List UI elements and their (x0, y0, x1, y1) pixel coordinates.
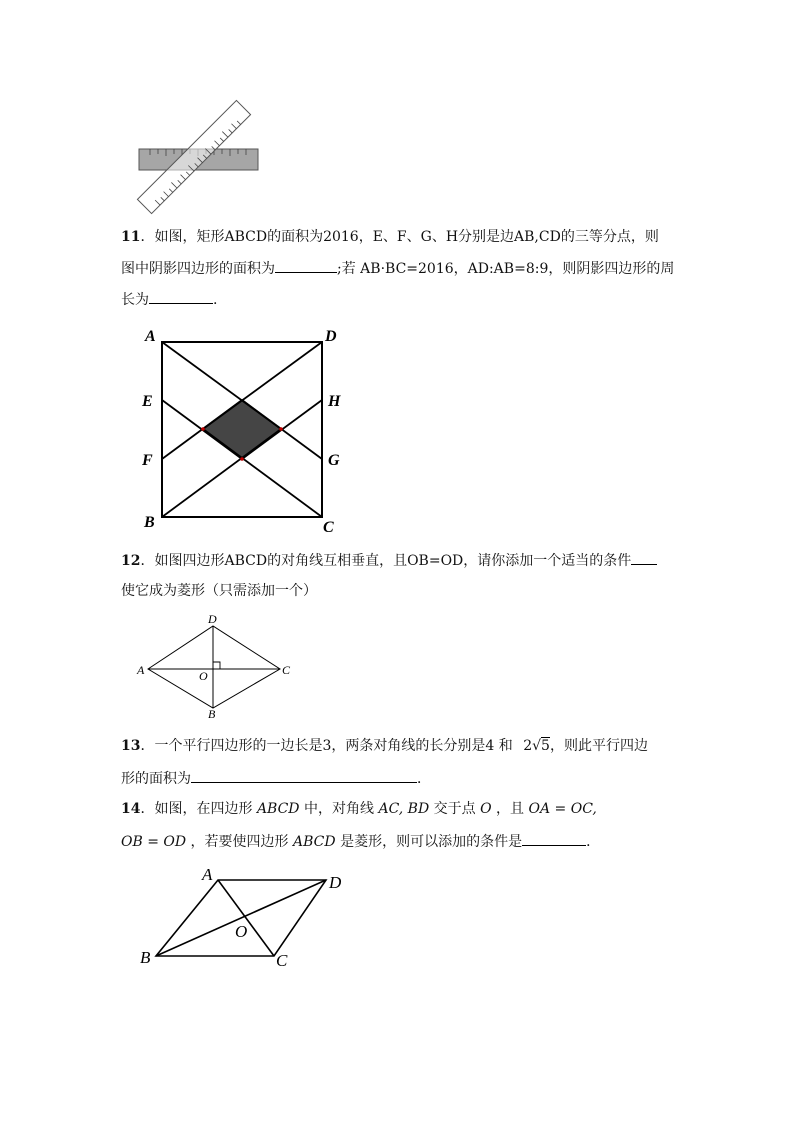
q13-line1 (121, 735, 648, 757)
q11-blank-area[interactable] (275, 257, 337, 273)
q11-text-2b: ;若 AB·BC=2016，AD:AB=8:9，则阴影四边形的周 (337, 261, 675, 277)
q11-text-1: ．如图，矩形ABCD的面积为2016，E、F、G、H分别是边AB,CD的三等分点，则 (140, 229, 659, 245)
q11-line2 (121, 257, 674, 280)
q14-line2: OB = OD ，若要使四边形 ABCD 是菱形，则可以添加的条件是 ． (121, 830, 600, 853)
label-o: O (199, 669, 208, 683)
q11-text-2a: 图中阴影四边形的面积为 (121, 261, 275, 277)
label-b: B (144, 514, 155, 531)
sqrt-icon: √ (532, 738, 542, 754)
label-f: F (142, 452, 153, 469)
label-c: C (276, 951, 288, 970)
q14-line1: 14．如图，在四边形 ABCD 中，对角线 AC, BD 交于点 O ，且 OA = OC, (121, 801, 597, 817)
q11-blank-perimeter[interactable] (149, 288, 213, 304)
quad-abcd (148, 626, 280, 708)
q11-line3 (121, 288, 217, 311)
q13-text-2b: ． (417, 771, 431, 787)
q12-figure (134, 610, 304, 725)
q13-number: 13 (121, 738, 141, 754)
label-a: A (202, 865, 213, 884)
q11-number: 11 (121, 229, 141, 245)
right-angle-mark (213, 662, 220, 669)
sqrt-expression: 2√5 (523, 738, 550, 754)
label-d: D (329, 873, 342, 892)
label-c: C (282, 663, 291, 677)
q12-number: 12 (121, 553, 141, 569)
label-d: D (208, 612, 217, 626)
red-point (279, 427, 283, 431)
q12-blank[interactable] (631, 549, 657, 565)
q13-text-2a: 形的面积为 (121, 771, 191, 787)
shaded-rhombus (203, 400, 281, 459)
q11-text-3a: 长为 (121, 292, 149, 308)
label-h: H (328, 393, 341, 410)
label-b: B (140, 948, 151, 967)
red-point (201, 427, 205, 431)
q14-number: 14 (121, 801, 141, 817)
q12-text-2: 使它成为菱形（只需添加一个） (121, 583, 317, 599)
q13-text-1b: ，则此平行四边 (549, 738, 648, 754)
label-c: C (323, 519, 334, 536)
label-b: B (208, 707, 216, 721)
q11-figure (136, 320, 356, 540)
q13-line2 (121, 767, 431, 790)
label-a: A (145, 328, 156, 345)
q14-figure (134, 862, 354, 974)
q12-line1 (121, 549, 657, 572)
q12-line2 (121, 580, 317, 602)
label-d: D (325, 328, 337, 345)
q13-blank[interactable] (191, 767, 417, 783)
ruler-figure (130, 95, 270, 220)
q13-text-1a: ．一个平行四边形的一边长是3，两条对角线的长分别是4 和 (140, 738, 513, 754)
label-e: E (142, 393, 153, 410)
q12-text-1: ．如图四边形ABCD的对角线互相垂直，且OB=OD，请你添加一个适当的条件 (140, 553, 632, 569)
diagonal-ac (218, 880, 274, 956)
label-a: A (137, 663, 145, 677)
label-o: O (235, 922, 248, 941)
q11-text-3b: . (213, 292, 218, 308)
q14-blank[interactable] (522, 830, 586, 846)
label-g: G (328, 452, 340, 469)
q11-line1 (121, 226, 659, 248)
red-point (240, 457, 244, 461)
